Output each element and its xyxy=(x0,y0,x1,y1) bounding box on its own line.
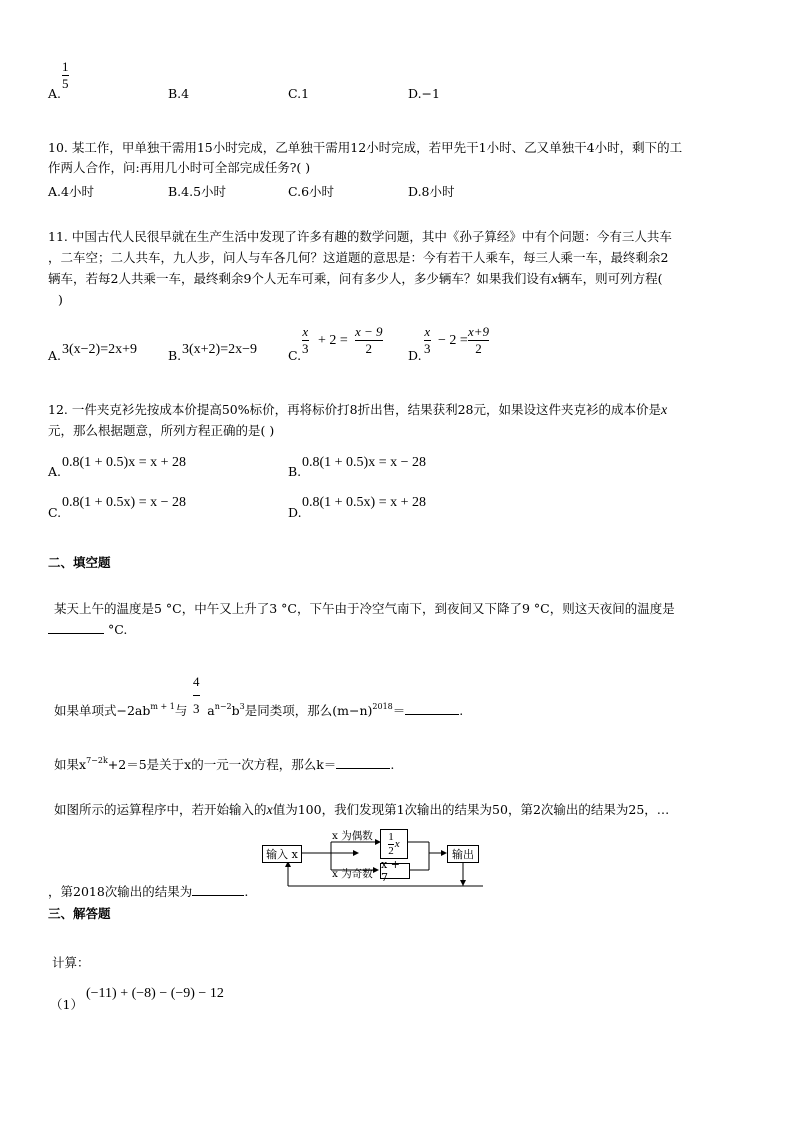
exponent: m + 1 xyxy=(150,702,175,711)
answer-blank[interactable] xyxy=(192,895,244,896)
fill4-text: 如图所示的运算程序中，若开始输入的 xyxy=(54,802,267,817)
q11-option-c-fraction-left xyxy=(302,325,309,356)
fill3-text: 如果x xyxy=(54,757,87,772)
section-title-solutions: 三、解答题 xyxy=(48,906,111,921)
answer-blank[interactable] xyxy=(405,714,459,715)
q10-option-c: C.6小时 xyxy=(288,184,335,199)
calc-item1-label: （1） xyxy=(50,997,83,1012)
fill2-line xyxy=(54,703,463,719)
q11-stem-line3-text-b: 辆车，则可列方程( xyxy=(557,271,663,286)
fraction-numerator: x+9 xyxy=(468,324,490,339)
flowchart-half-variable: x xyxy=(394,838,400,850)
q11-option-d-middle: − 2 = xyxy=(438,333,468,348)
q10-option-d: D.8小时 xyxy=(408,184,455,199)
variable-x: x xyxy=(551,272,558,287)
fraction-denominator: 2 xyxy=(475,341,482,356)
q9-option-b: B.4 xyxy=(168,86,190,101)
q11-stem-line2: ，二车空；二人共车，九人步，问人与车各几何？这道题的意思是：今有若干人乘车，每三人乘一车，最终剩余2 xyxy=(48,250,669,265)
fill2-text: 是同类项，那么(m−n) xyxy=(244,703,373,718)
fraction-denominator: 5 xyxy=(62,76,69,91)
flowchart-input-box xyxy=(262,845,302,863)
exponent: 7−2k xyxy=(86,756,108,765)
q12-stem-line1-text: 12. 一件夹克衫先按成本价提高50%标价，再将标价打8折出售，结果获利28元，如果设这件夹克衫的成本价是 xyxy=(48,402,661,417)
q12-option-a-expr: 0.8(1 + 0.5)x = x + 28 xyxy=(62,455,187,470)
q11-option-c-label: C. xyxy=(288,348,302,363)
exponent: 3 xyxy=(239,702,245,711)
section-title-fill-in: 二、填空题 xyxy=(48,555,111,570)
q12-option-c-label: C. xyxy=(48,505,62,520)
fraction-denominator: 2 xyxy=(388,844,394,857)
exponent: n−2 xyxy=(214,702,232,711)
fill2-text: 如果单项式−2ab xyxy=(54,703,151,718)
q11-option-b-expr: 3(x+2)=2x−9 xyxy=(182,342,258,357)
fraction-numerator: 1 xyxy=(388,830,394,843)
q11-stem-line1: 11. 中国古代人民很早就在生产生活中发现了许多有趣的数学问题，其中《孙子算经》中有个问题：今有三人共车 xyxy=(48,229,672,244)
q11-option-c-middle: + 2 = xyxy=(318,333,348,348)
fill1-unit: °C. xyxy=(107,622,128,637)
answer-blank[interactable] xyxy=(336,768,390,769)
q12-option-b-label: B. xyxy=(288,464,302,479)
q11-option-d-fraction-right xyxy=(468,325,489,356)
q9-option-d: D.−1 xyxy=(408,86,440,101)
variable-x: x xyxy=(661,403,668,418)
fill1-line2 xyxy=(48,622,127,638)
exponent: 2018 xyxy=(372,702,393,711)
flowchart-plus7-box xyxy=(380,858,410,884)
q11-stem-line3 xyxy=(48,271,663,288)
flowchart-even-label: x 为偶数 xyxy=(332,830,373,842)
q10-option-b: B.4.5小时 xyxy=(168,184,227,199)
flowchart-half-box xyxy=(380,829,408,859)
fill4-line1 xyxy=(54,802,669,819)
fill4-text: 值为100，我们发现第1次输出的结果为50，第2次输出的结果为25，… xyxy=(272,802,670,817)
q9-option-a-fraction xyxy=(62,60,69,91)
fill4-text: . xyxy=(244,884,249,899)
q10-stem-line2: 作两人合作，问:再用几小时可全部完成任务?( ) xyxy=(48,160,311,175)
fill2-text: ＝ xyxy=(392,703,406,718)
fraction-denominator: 2 xyxy=(365,341,373,356)
q12-option-a-label: A. xyxy=(48,464,62,479)
q12-stem-line2: 元，那么根据题意，所列方程正确的是( ) xyxy=(48,423,275,438)
q9-option-a-label: A. xyxy=(48,86,62,101)
q11-option-a-label: A. xyxy=(48,348,62,363)
calc-item1-expr: (−11) + (−8) − (−9) − 12 xyxy=(86,986,224,1001)
fill4-text: ，第2018次输出的结果为 xyxy=(48,884,193,899)
fraction-numerator: x xyxy=(302,324,309,339)
fill1-line1: 某天上午的温度是5 °C，中午又上升了3 °C，下午由于冷空气南下，到夜间又下降了9 °C，则这天夜间的温度是 xyxy=(54,601,675,616)
fill2-text: a xyxy=(207,703,215,718)
fraction-numerator: 1 xyxy=(62,59,69,74)
q12-option-d-expr: 0.8(1 + 0.5x) = x + 28 xyxy=(302,495,427,510)
fill3-line xyxy=(54,757,394,773)
flowchart-output-label: 输出 xyxy=(452,848,474,861)
q11-option-d-label: D. xyxy=(408,348,422,363)
q12-option-c-expr: 0.8(1 + 0.5x) = x − 28 xyxy=(62,495,187,510)
flowchart-plus7-label: x + 7 xyxy=(381,858,400,884)
flowchart-odd-label: x 为奇数 xyxy=(332,868,373,880)
calc-label: 计算： xyxy=(52,955,90,970)
fraction-numerator: 4 xyxy=(193,674,200,689)
fill3-text: +2＝5是关于x的一元一次方程，那么k＝ xyxy=(107,757,337,772)
flowchart-half-fraction xyxy=(388,832,394,857)
q12-stem-line1 xyxy=(48,402,667,419)
q12-option-d-label: D. xyxy=(288,505,302,520)
q12-option-b-expr: 0.8(1 + 0.5)x = x − 28 xyxy=(302,455,427,470)
flowchart-input-label: 输入 x xyxy=(266,848,298,861)
fraction-denominator: 3 xyxy=(424,341,431,356)
fraction-denominator: 3 xyxy=(302,341,309,356)
q11-stem-line4: ) xyxy=(58,292,63,307)
fill2-text: 与 xyxy=(174,703,188,718)
fraction-numerator: x xyxy=(424,324,431,339)
q11-option-c-fraction-right xyxy=(355,325,383,356)
fraction-numerator: x − 9 xyxy=(355,324,383,339)
q9-option-c: C.1 xyxy=(288,86,310,101)
variable-x: x xyxy=(266,803,273,818)
q11-option-b-label: B. xyxy=(168,348,182,363)
fill3-text: . xyxy=(390,757,395,772)
arrow-head xyxy=(460,880,466,886)
q10-stem-line1: 10. 某工作，甲单独干需用15小时完成，乙单独干需用12小时完成，若甲先干1小时、乙又单独干4小时，剩下的工 xyxy=(48,140,683,155)
fill2-text: . xyxy=(459,703,464,718)
answer-blank[interactable] xyxy=(48,633,104,634)
arrow-head xyxy=(353,850,359,856)
q11-option-d-fraction-left xyxy=(424,325,431,356)
fraction-denominator: 3 xyxy=(193,701,200,716)
q11-stem-line3-text-a: 辆车，若每2人共乘一车，最终剩余9个人无车可乘，问有多少人，多少辆车？如果我们设有 xyxy=(48,271,552,286)
q11-option-a-expr: 3(x−2)=2x+9 xyxy=(62,342,138,357)
fill4-line2 xyxy=(48,884,248,900)
fraction-bar xyxy=(193,695,200,696)
fill2-text: b xyxy=(231,703,240,718)
arrow-head xyxy=(373,867,379,873)
q10-option-a: A.4小时 xyxy=(48,184,94,199)
flowchart-output-box xyxy=(447,845,479,863)
